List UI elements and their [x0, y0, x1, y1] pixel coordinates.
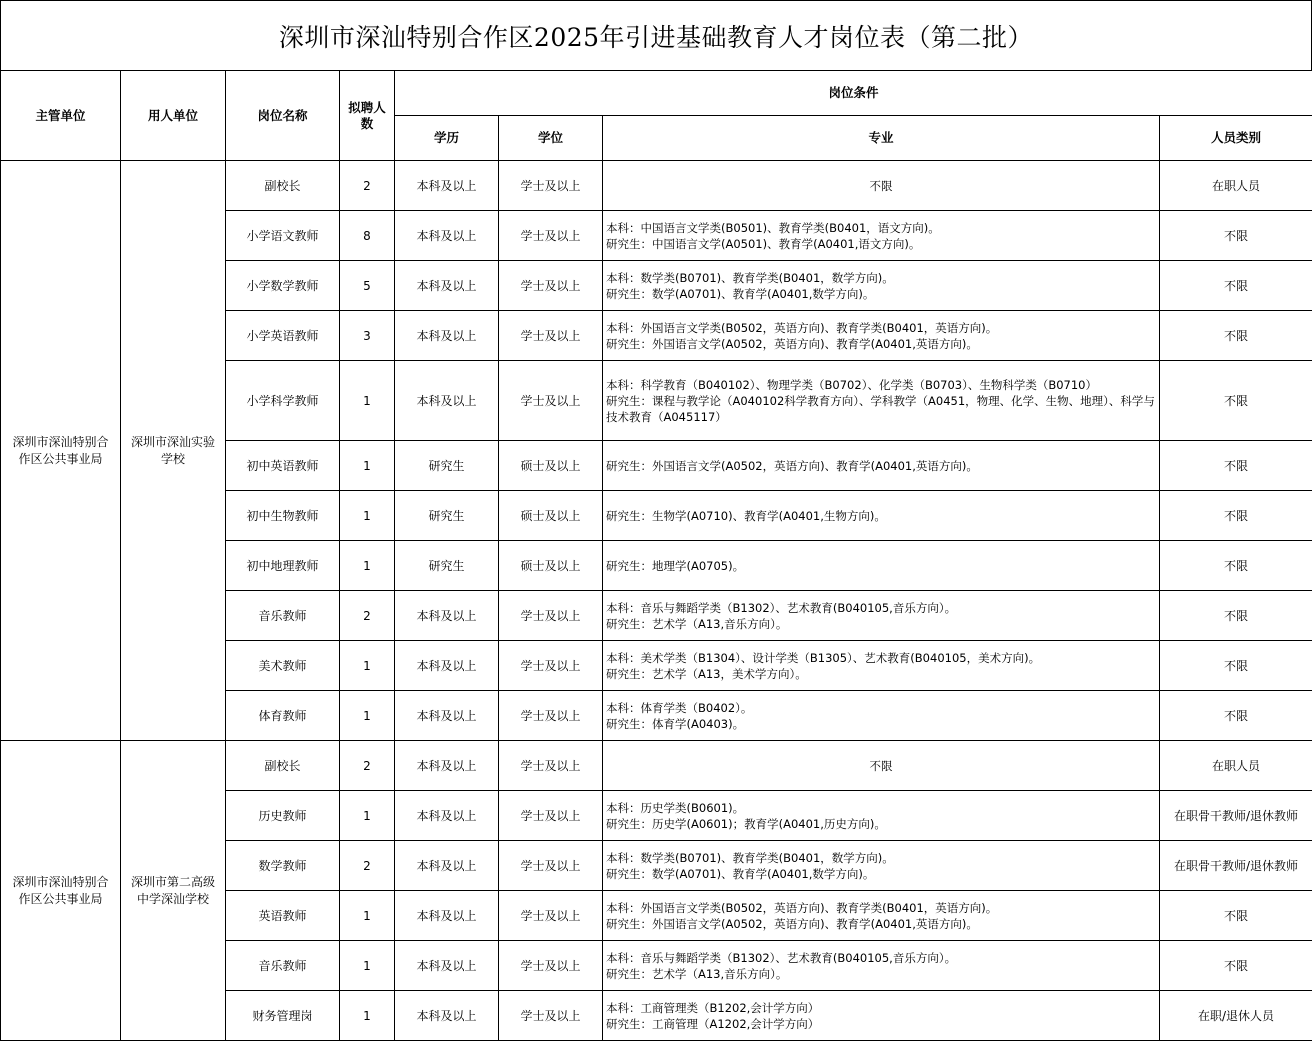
major-line: 研究生：工商管理（A1202,会计学方向）: [606, 1016, 820, 1031]
count-cell: 5: [340, 261, 395, 311]
degree-cell: 学士及以上: [499, 791, 603, 841]
education-cell: 本科及以上: [395, 691, 499, 741]
degree-cell: 学士及以上: [499, 261, 603, 311]
count-cell: 1: [340, 441, 395, 491]
major-cell: [603, 161, 1160, 211]
count-cell: 1: [340, 361, 395, 441]
major-line: 研究生：地理学(A0705)。: [606, 558, 745, 573]
category-cell: 在职骨干教师/退休教师: [1160, 791, 1312, 841]
count-cell: 1: [340, 491, 395, 541]
category-cell: 不限: [1160, 211, 1312, 261]
position-cell: 小学科学教师: [226, 361, 340, 441]
major-line: 本科：历史学类(B0601)。: [606, 800, 745, 815]
education-cell: 本科及以上: [395, 211, 499, 261]
degree-cell: 学士及以上: [499, 691, 603, 741]
header-major: 专业: [603, 116, 1160, 161]
header-dept: 主管单位: [1, 71, 121, 161]
count-cell: 1: [340, 691, 395, 741]
count-cell: 3: [340, 311, 395, 361]
education-cell: 本科及以上: [395, 261, 499, 311]
degree-cell: 学士及以上: [499, 161, 603, 211]
count-cell: 2: [340, 161, 395, 211]
major-line: 本科：外国语言文学类(B0502，英语方向)、教育学类(B0401，英语方向)。: [606, 900, 998, 915]
header-conditions: 岗位条件: [395, 71, 1312, 116]
count-cell: 1: [340, 791, 395, 841]
category-cell: 在职人员: [1160, 741, 1312, 791]
position-cell: 小学数学教师: [226, 261, 340, 311]
position-cell: 副校长: [226, 741, 340, 791]
category-cell: 不限: [1160, 541, 1312, 591]
category-cell: 不限: [1160, 441, 1312, 491]
major-line: 研究生：数学(A0701)、教育学(A0401,数学方向)。: [606, 286, 875, 301]
position-cell: 小学语文教师: [226, 211, 340, 261]
major-line: 研究生：艺术学（A13,音乐方向）。: [606, 966, 788, 981]
major-line: 研究生：艺术学（A13,音乐方向）。: [606, 616, 788, 631]
table-body: [1, 161, 1312, 1041]
category-cell: 不限: [1160, 311, 1312, 361]
major-cell: [603, 261, 1160, 311]
category-cell: 不限: [1160, 691, 1312, 741]
major-line: 研究生：艺术学（A13，美术学方向）。: [606, 666, 807, 681]
positions-table: [0, 70, 1312, 1041]
degree-cell: 学士及以上: [499, 641, 603, 691]
position-cell: 音乐教师: [226, 591, 340, 641]
header-count: 拟聘人数: [340, 71, 395, 161]
major-line: 本科：数学类(B0701)、教育学类(B0401，数学方向)。: [606, 850, 894, 865]
education-cell: 本科及以上: [395, 311, 499, 361]
education-cell: 研究生: [395, 441, 499, 491]
category-cell: 不限: [1160, 941, 1312, 991]
header-category: 人员类别: [1160, 116, 1312, 161]
major-cell: [603, 361, 1160, 441]
major-line: 不限: [869, 178, 893, 193]
education-cell: 本科及以上: [395, 641, 499, 691]
category-cell: 不限: [1160, 891, 1312, 941]
education-cell: 本科及以上: [395, 991, 499, 1041]
major-line: 研究生：历史学(A0601)；教育学(A0401,历史方向)。: [606, 816, 886, 831]
major-line: 研究生：数学(A0701)、教育学(A0401,数学方向)。: [606, 866, 875, 881]
count-cell: 8: [340, 211, 395, 261]
major-line: 研究生：外国语言文学(A0502，英语方向)、教育学(A0401,英语方向)。: [606, 916, 978, 931]
major-line: 研究生：外国语言文学(A0502，英语方向)、教育学(A0401,英语方向)。: [606, 336, 978, 351]
major-line: 本科：体育学类（B0402）。: [606, 700, 753, 715]
education-cell: 研究生: [395, 491, 499, 541]
major-line: 研究生：中国语言文学(A0501)、教育学(A0401,语文方向)。: [606, 236, 921, 251]
major-line: 本科：外国语言文学类(B0502，英语方向)、教育学类(B0401，英语方向)。: [606, 320, 998, 335]
header-degree: 学位: [499, 116, 603, 161]
degree-cell: 学士及以上: [499, 741, 603, 791]
position-cell: 财务管理岗: [226, 991, 340, 1041]
category-cell: 不限: [1160, 491, 1312, 541]
category-cell: 在职人员: [1160, 161, 1312, 211]
major-line: 不限: [869, 758, 893, 773]
position-cell: 初中地理教师: [226, 541, 340, 591]
major-cell: [603, 641, 1160, 691]
major-cell: [603, 211, 1160, 261]
count-cell: 2: [340, 841, 395, 891]
major-line: 本科：美术学类（B1304）、设计学类（B1305）、艺术教育(B040105，美术方向)。: [606, 650, 1041, 665]
count-cell: 1: [340, 991, 395, 1041]
major-line: 研究生：生物学(A0710)、教育学(A0401,生物方向)。: [606, 508, 886, 523]
major-cell: [603, 791, 1160, 841]
dept-cell: 深圳市深汕特别合作区公共事业局: [1, 161, 121, 741]
major-line: 本科：中国语言文学类(B0501)、教育学类(B0401，语文方向)。: [606, 220, 940, 235]
position-cell: 数学教师: [226, 841, 340, 891]
education-cell: 研究生: [395, 541, 499, 591]
major-line: 本科：音乐与舞蹈学类（B1302）、艺术教育(B040105,音乐方向）。: [606, 950, 957, 965]
header-position: 岗位名称: [226, 71, 340, 161]
major-line: 研究生：体育学(A0403)。: [606, 716, 745, 731]
category-cell: 不限: [1160, 641, 1312, 691]
position-cell: 副校长: [226, 161, 340, 211]
degree-cell: 学士及以上: [499, 591, 603, 641]
position-cell: 历史教师: [226, 791, 340, 841]
position-cell: 音乐教师: [226, 941, 340, 991]
position-cell: 小学英语教师: [226, 311, 340, 361]
major-cell: [603, 891, 1160, 941]
dept-cell: 深圳市深汕特别合作区公共事业局: [1, 741, 121, 1041]
header-employer: 用人单位: [121, 71, 226, 161]
count-cell: 1: [340, 941, 395, 991]
degree-cell: 学士及以上: [499, 211, 603, 261]
major-line: 研究生：课程与教学论（A040102科学教育方向）、学科教学（A0451，物理、化学、生物、地理）、科学与技术教育（A045117）: [606, 393, 1155, 424]
degree-cell: 硕士及以上: [499, 491, 603, 541]
degree-cell: 学士及以上: [499, 311, 603, 361]
education-cell: 本科及以上: [395, 941, 499, 991]
major-cell: [603, 591, 1160, 641]
major-cell: [603, 541, 1160, 591]
major-cell: [603, 491, 1160, 541]
category-cell: 在职骨干教师/退休教师: [1160, 841, 1312, 891]
major-cell: [603, 691, 1160, 741]
major-cell: [603, 441, 1160, 491]
header-education: 学历: [395, 116, 499, 161]
major-line: 本科：音乐与舞蹈学类（B1302）、艺术教育(B040105,音乐方向）。: [606, 600, 957, 615]
count-cell: 1: [340, 641, 395, 691]
major-line: 研究生：外国语言文学(A0502，英语方向)、教育学(A0401,英语方向)。: [606, 458, 978, 473]
position-cell: 初中英语教师: [226, 441, 340, 491]
major-cell: [603, 841, 1160, 891]
category-cell: 不限: [1160, 361, 1312, 441]
major-line: 本科：科学教育（B040102）、物理学类（B0702）、化学类（B0703）、生物科学类（B0710）: [606, 377, 1098, 392]
position-cell: 初中生物教师: [226, 491, 340, 541]
major-cell: [603, 991, 1160, 1041]
degree-cell: 硕士及以上: [499, 441, 603, 491]
education-cell: 本科及以上: [395, 841, 499, 891]
position-cell: 美术教师: [226, 641, 340, 691]
count-cell: 1: [340, 891, 395, 941]
education-cell: 本科及以上: [395, 791, 499, 841]
education-cell: 本科及以上: [395, 891, 499, 941]
major-cell: [603, 311, 1160, 361]
degree-cell: 学士及以上: [499, 991, 603, 1041]
degree-cell: 学士及以上: [499, 361, 603, 441]
education-cell: 本科及以上: [395, 161, 499, 211]
category-cell: 不限: [1160, 591, 1312, 641]
degree-cell: 学士及以上: [499, 841, 603, 891]
degree-cell: 硕士及以上: [499, 541, 603, 591]
category-cell: 在职/退休人员: [1160, 991, 1312, 1041]
count-cell: 2: [340, 741, 395, 791]
education-cell: 本科及以上: [395, 591, 499, 641]
major-cell: [603, 941, 1160, 991]
table-row: [1, 741, 1312, 791]
employer-cell: 深圳市深汕实验学校: [121, 161, 226, 741]
employer-cell: 深圳市第二高级中学深汕学校: [121, 741, 226, 1041]
position-cell: 英语教师: [226, 891, 340, 941]
table-row: [1, 161, 1312, 211]
position-cell: 体育教师: [226, 691, 340, 741]
count-cell: 2: [340, 591, 395, 641]
degree-cell: 学士及以上: [499, 941, 603, 991]
page-title: 深圳市深汕特别合作区2025年引进基础教育人才岗位表（第二批）: [0, 0, 1312, 70]
major-line: 本科：数学类(B0701)、教育学类(B0401，数学方向)。: [606, 270, 894, 285]
education-cell: 本科及以上: [395, 741, 499, 791]
category-cell: 不限: [1160, 261, 1312, 311]
major-line: 本科：工商管理类（B1202,会计学方向）: [606, 1000, 820, 1015]
degree-cell: 学士及以上: [499, 891, 603, 941]
major-cell: [603, 741, 1160, 791]
education-cell: 本科及以上: [395, 361, 499, 441]
count-cell: 1: [340, 541, 395, 591]
